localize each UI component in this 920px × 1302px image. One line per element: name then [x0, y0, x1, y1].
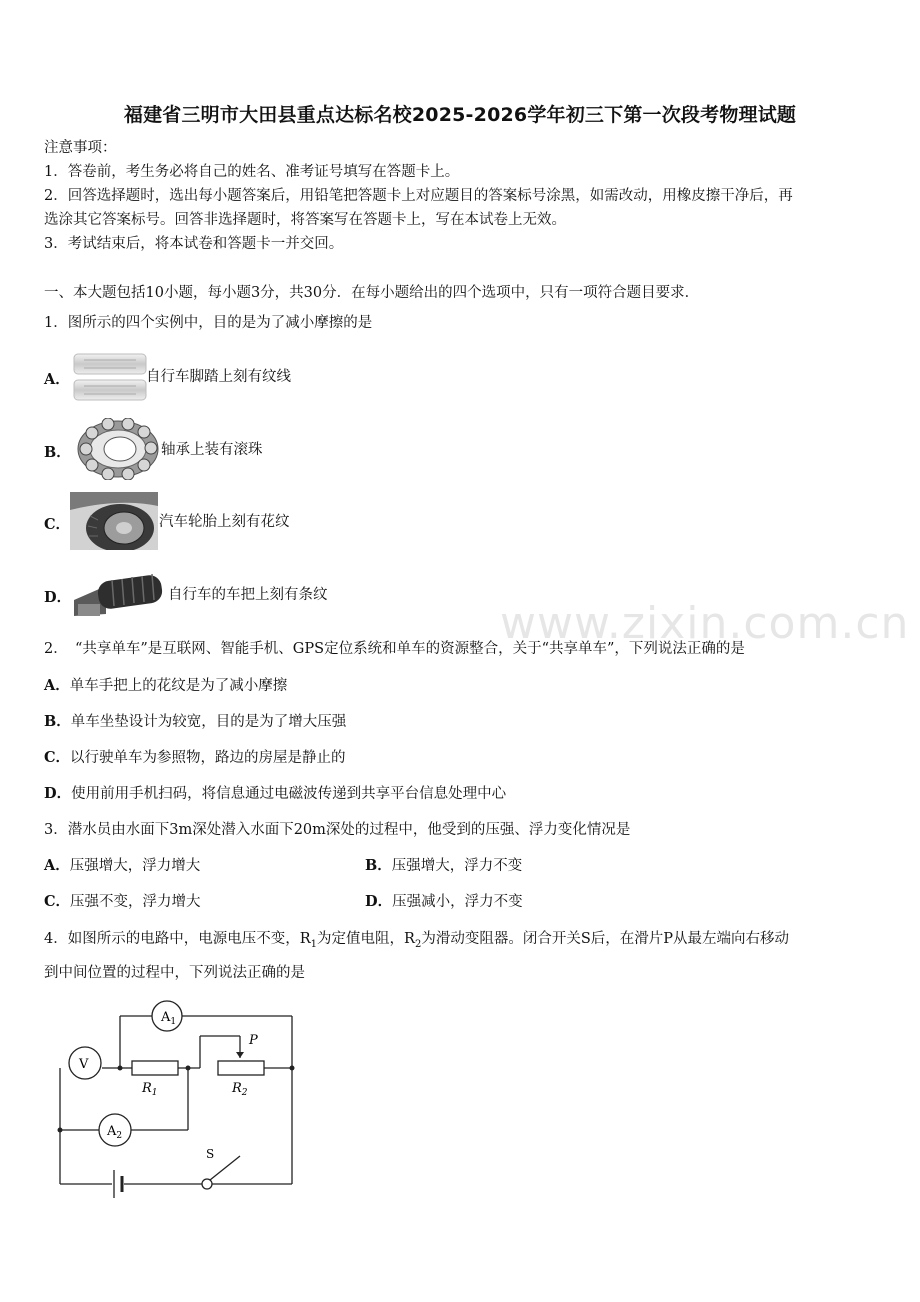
q2-option-a-letter: A． [44, 677, 70, 694]
q4-stem: 4．如图所示的电路中，电源电压不变，$R_1$为定值电阻，$R_2$为滑动变阻器。闭合开关S后，在滑片P从最左端向右移动 [44, 931, 790, 950]
p-label: P [249, 1033, 258, 1048]
q2-option-a-text: 单车手把上的花纹是为了减小摩擦 [69, 678, 288, 694]
tire-image [70, 492, 158, 550]
q3-stem: 3．潜水员由水面下3m深处潜入水面下20m深处的过程中，他受到的压强、浮力变化情况是 [44, 822, 631, 838]
q4-stem-line2: 到中间位置的过程中，下列说法正确的是 [44, 965, 305, 981]
q3-option-c-text: 压强不变，浮力增大 [70, 894, 201, 910]
watermark: www.zixin.com.cn [500, 598, 910, 649]
q3-option-d-letter: D． [365, 893, 393, 910]
q2-option-d-text: 使用前用手机扫码，将信息通过电磁波传递到共享平台信息处理中心 [71, 786, 507, 802]
q3-option-c-letter: C． [44, 893, 71, 910]
a2-label: $A_2$ [107, 1124, 123, 1141]
section-heading: 一、本大题包括10小题，每小题3分，共30分．在每小题给出的四个选项中，只有一项符合题目要求． [44, 285, 700, 301]
v-label: V [79, 1057, 89, 1072]
q2-option-b-text: 单车坐垫设计为较宽，目的是为了增大压强 [70, 714, 347, 730]
q1-option-b-text: 轴承上装有滚珠 [161, 442, 263, 458]
q2-option-c-letter: C． [44, 749, 71, 766]
q1-option-c-letter: C． [44, 516, 71, 533]
notice-item-2: 2．回答选择题时，选出每小题答案后，用铅笔把答题卡上对应题目的答案标号涂黑，如需改动，用橡皮擦干净后，再 [44, 188, 793, 204]
q3-option-b-letter: B． [365, 857, 392, 874]
q3-option-d-text: 压强减小，浮力不变 [392, 894, 523, 910]
q3-option-a-letter: A． [44, 857, 70, 874]
notice-item-2-cont: 选涂其它答案标号。回答非选择题时，将答案写在答题卡上，写在本试卷上无效。 [44, 212, 566, 228]
q1-option-a-text: 自行车脚踏上刻有纹线 [146, 369, 291, 385]
q1-stem: 1．图所示的四个实例中，目的是为了减小摩擦的是 [44, 315, 373, 331]
q2-option-d-letter: D． [44, 785, 72, 802]
q1-option-b-letter: B． [44, 444, 71, 461]
q2-stem: 2． “共享单车”是互联网、智能手机、GPS定位系统和单车的资源整合，关于“共享单车”，下列说法正确的是 [44, 641, 745, 657]
s-label: S [206, 1147, 215, 1161]
page-title: 福建省三明市大田县重点达标名校2025-2026学年初三下第一次段考物理试题 [123, 104, 797, 126]
notice-item-3: 3．考试结束后，将本试卷和答题卡一并交回。 [44, 236, 344, 252]
notice-heading: 注意事项： [44, 140, 117, 156]
q1-option-c-text: 汽车轮胎上刻有花纹 [159, 514, 290, 530]
r1-label: $R_1$ [142, 1081, 158, 1098]
q3-option-a-text: 压强增大，浮力增大 [69, 858, 201, 874]
q2-option-b-letter: B． [44, 713, 71, 730]
q3-option-b-text: 压强增大，浮力不变 [391, 858, 523, 874]
pedal-image [72, 352, 148, 402]
circuit-diagram [44, 990, 314, 1212]
q1-option-d-text: 自行车的车把上刻有条纹 [168, 587, 328, 603]
q1-option-d-letter: D． [44, 589, 72, 606]
notice-item-1: 1．答卷前，考生务必将自己的姓名、准考证号填写在答题卡上。 [44, 164, 460, 180]
bearing-image [72, 418, 160, 480]
q1-option-a-letter: A． [44, 371, 70, 388]
handlebar-grip-image [72, 568, 168, 618]
q2-option-c-text: 以行驶单车为参照物，路边的房屋是静止的 [70, 750, 346, 766]
r2-label: $R_2$ [232, 1081, 248, 1098]
a1-label: $A_1$ [161, 1010, 177, 1027]
